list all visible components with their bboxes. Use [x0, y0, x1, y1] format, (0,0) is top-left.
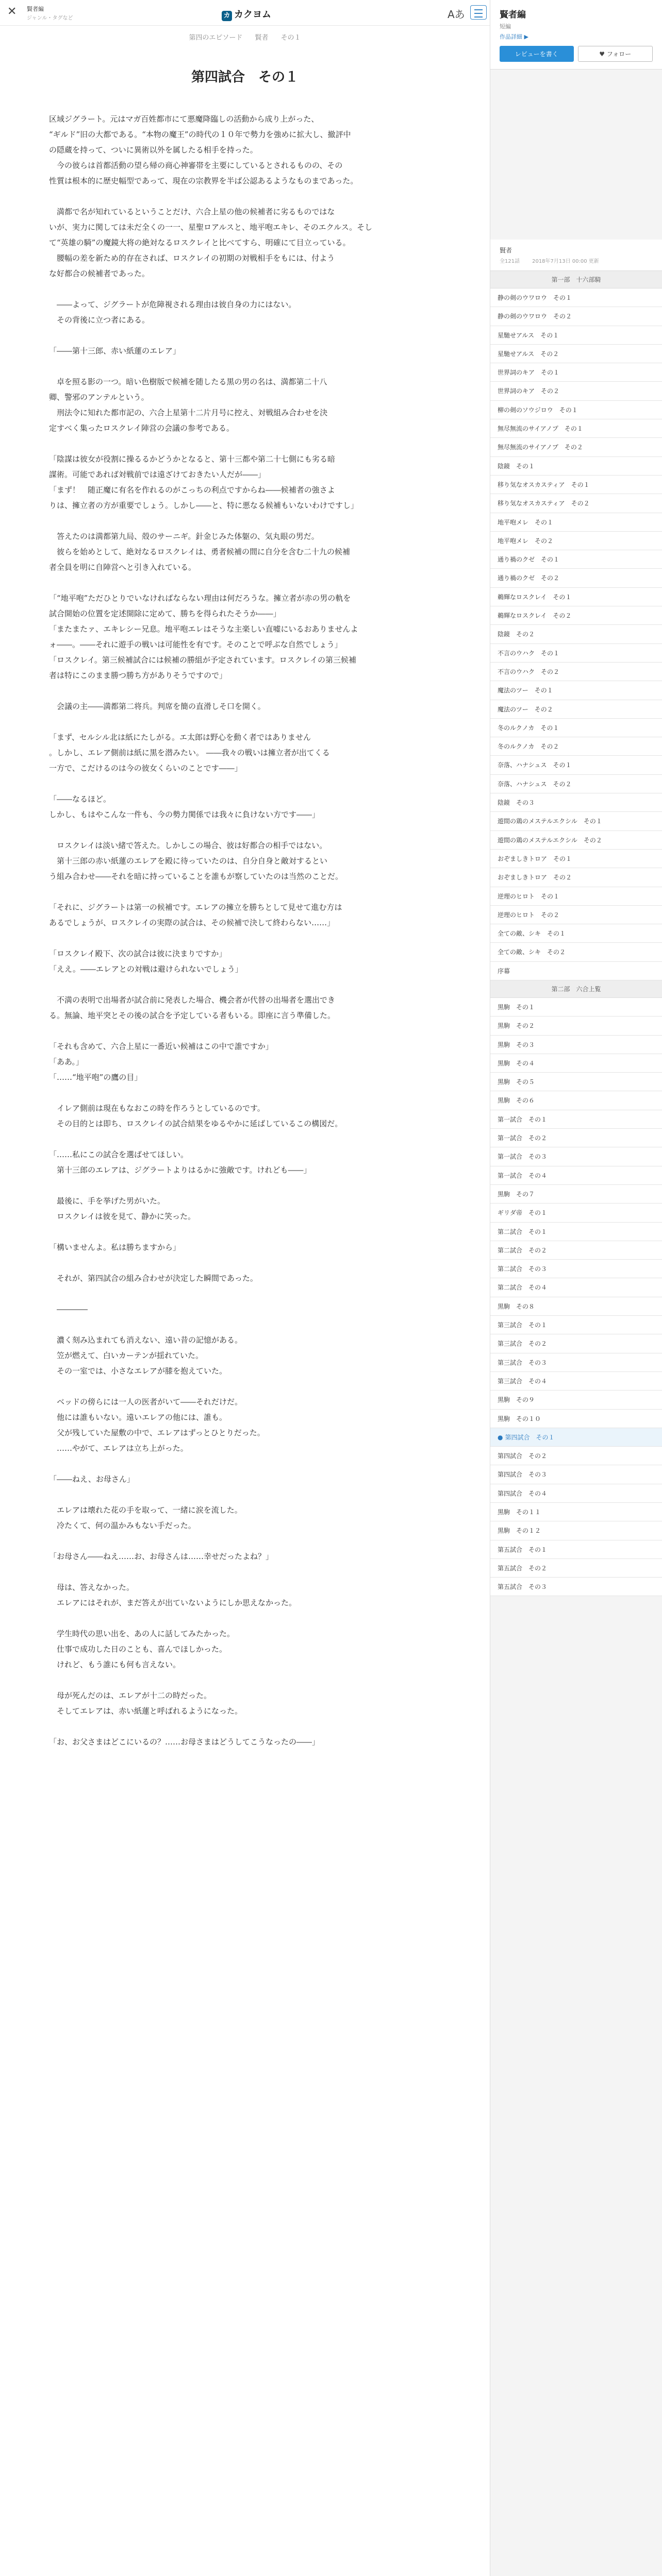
- toc-episode-link[interactable]: [490, 1036, 662, 1054]
- toc-episode-link[interactable]: [490, 1297, 662, 1316]
- toc-episode-label: 序幕: [498, 967, 510, 975]
- toc-episode-label: 全ての敵、シキ その２: [498, 948, 566, 956]
- toc-episode-label: 第五試合 その１: [498, 1546, 548, 1553]
- toc-episode-label: 黒駒 その４: [498, 1059, 535, 1067]
- toc-episode-label: 黒駒 その５: [498, 1078, 535, 1086]
- body-paragraph: [49, 1131, 441, 1147]
- toc-episode-link[interactable]: [490, 476, 662, 494]
- toc-episode-label: 鵜輝なロスクレイ その２: [498, 612, 572, 620]
- menu-icon[interactable]: [470, 5, 487, 20]
- body-paragraph: 仕事で成功した日のことも、喜んでほしかった。: [49, 1645, 227, 1654]
- toc-episode-label: 逆理のヒロト その１: [498, 892, 560, 900]
- toc-episode-link[interactable]: [490, 1353, 662, 1372]
- body-paragraph: [49, 1379, 441, 1394]
- toc-episode-link[interactable]: [490, 887, 662, 906]
- toc-episode-label: 星馳せアルス その１: [498, 331, 559, 339]
- body-paragraph: ロスクレイは彼を見て、静かに笑った。: [49, 1212, 195, 1221]
- toc-episode-label: 第四試合 その３: [498, 1471, 548, 1479]
- body-paragraph: ベッドの傍らには一人の医者がいて――それだけだ。: [49, 1397, 243, 1406]
- body-paragraph: その背後に立つ者にある。: [49, 315, 150, 325]
- toc-episode-link[interactable]: [490, 1391, 662, 1409]
- toc-episode-link[interactable]: [490, 588, 662, 606]
- toc-episode-link[interactable]: [490, 625, 662, 643]
- toc-episode-link[interactable]: [490, 1559, 662, 1578]
- toc-episode-label: 第二試合 その４: [498, 1284, 548, 1292]
- work-author[interactable]: ジャンル・タグなど: [27, 15, 73, 21]
- body-paragraph: それが、第四試合の組み合わせが決定した瞬間であった。: [49, 1274, 258, 1283]
- body-paragraph: 彼らを始めとして、絶対なるロスクレイは、勇者候補の間に自分を含む二十九の候補: [49, 547, 350, 556]
- toc-episode-label: 無尽無流のサイアノプ その２: [498, 444, 583, 451]
- toc-episode-label: 静の剣のウワロウ その１: [498, 294, 572, 301]
- body-paragraph: [49, 359, 441, 374]
- toc-episode-link[interactable]: [490, 326, 662, 345]
- toc-episode-link[interactable]: [490, 1316, 662, 1334]
- toc-episode-link[interactable]: [490, 681, 662, 700]
- current-episode-icon: ●: [498, 1433, 503, 1441]
- body-paragraph: エレアにはそれが、まだ答えが出ていないようにしか思えなかった。: [49, 1598, 297, 1607]
- toc-episode-label: 第四試合 その２: [498, 1452, 548, 1460]
- body-paragraph: 第十三郎の赤い紙蓮のエレアを殿に待っていたのは、自分自身と敵対するとい: [49, 856, 328, 866]
- body-paragraph: [49, 930, 441, 946]
- body-paragraph: [49, 1533, 441, 1549]
- toc-episode-label: 黒駒 その８: [498, 1302, 535, 1310]
- toc-episode-link[interactable]: [490, 1503, 662, 1521]
- body-paragraph: エレアは壊れた花の手を取って、一緒に涙を流した。: [49, 1505, 242, 1515]
- body-paragraph: 「……私にこの試合を選ばせてほしい。: [49, 1150, 189, 1159]
- toc-episode-link[interactable]: [490, 513, 662, 532]
- sidebar-header: [490, 0, 662, 70]
- body-paragraph: あるでしょうが、ロスクレイの実際の試合は、その候補で決して終わらない……」: [49, 918, 335, 927]
- toc-episode-link[interactable]: [490, 906, 662, 924]
- body-paragraph: ォ――。――それに遊手の戦いは可能性を有です。そのことで呼ぶな自然でしょう」: [49, 640, 342, 649]
- toc-episode-label: 第一試合 その１: [498, 1115, 548, 1123]
- toc-episode-label: 移り気なオスカスティア その２: [498, 500, 590, 507]
- body-paragraph: 謀術。可能であれば対戦前では遠ざけておきたい人だが――」: [49, 470, 266, 479]
- toc-episode-label: 不言のウハク その２: [498, 668, 560, 675]
- sidebar-work-title[interactable]: 賢者編: [500, 10, 526, 20]
- toc-episode-label: 星馳せアルス その２: [498, 350, 559, 358]
- reading-pane: [0, 26, 490, 2576]
- body-paragraph: な好都合の候補者であった。: [49, 269, 150, 278]
- follow-button[interactable]: ♥ フォロー: [578, 46, 653, 62]
- toc-chapter-heading: 第一部 十六部騎: [490, 271, 662, 289]
- body-paragraph: 他には誰もいない。遠いエレアの他には、誰も。: [49, 1413, 227, 1422]
- toc-episode-link[interactable]: [490, 1147, 662, 1166]
- toc-episode-link[interactable]: [490, 1204, 662, 1222]
- body-paragraph: 区域ジグラート。元はマガ百姓都市にて悪魔降臨しの活動から成り上がった、: [49, 114, 319, 124]
- body-paragraph: いが、実力に関しては未だ全くの一一、星聖ロアルスと、地平咆エキレ、そのエクルス。そし: [49, 223, 373, 232]
- body-paragraph: [49, 189, 441, 204]
- toc-episode-link[interactable]: [490, 438, 662, 456]
- toc-chapter-heading: 第二部 六合上覧: [490, 980, 662, 998]
- body-paragraph: の隠蔵を持って、ついに異術以外を属したる相手を持った。: [49, 145, 258, 155]
- toc-episode-link[interactable]: [490, 1372, 662, 1391]
- toc-episode-link[interactable]: [490, 1334, 662, 1353]
- toc-episode-link[interactable]: [490, 812, 662, 831]
- body-paragraph: [49, 1564, 441, 1580]
- toc-episode-label: 柳の剣のソウジロウ その１: [498, 406, 578, 414]
- body-paragraph: [49, 513, 441, 529]
- body-paragraph: [49, 1672, 441, 1688]
- toc-episode-link[interactable]: [490, 1091, 662, 1110]
- toc-episode-link[interactable]: [490, 1540, 662, 1559]
- body-paragraph: [49, 1085, 441, 1100]
- font-settings-button[interactable]: Aあ: [448, 8, 465, 21]
- toc-episode-link[interactable]: [490, 1073, 662, 1091]
- toc-episode-label: 冬のルクノカ その２: [498, 743, 559, 751]
- toc-episode-link[interactable]: [490, 532, 662, 550]
- body-paragraph: 卿、警邪のアンテルという。: [49, 393, 149, 402]
- body-paragraph: ――――: [49, 1304, 88, 1314]
- toc-episode-link[interactable]: [490, 1223, 662, 1241]
- body-paragraph: 「“地平咆”ただひとりでいなければならない理由は何だろうな。擁立者が赤の男の軌を: [49, 594, 351, 603]
- toc-episode-link[interactable]: [490, 924, 662, 943]
- body-paragraph: しかし、もはやこんな一件も、今の勢力関係では我々に負けない方です――」: [49, 810, 320, 819]
- toc-episode-label: 無尽無流のサイアノプ その１: [498, 425, 583, 433]
- body-paragraph: 刑法令に知れた都市記の、六合上星第十二片月号に控え、対戦組み合わせを決: [49, 408, 328, 417]
- body-paragraph: [49, 1456, 441, 1471]
- sidebar-work-subtitle: 短編: [500, 23, 511, 30]
- body-paragraph: 「またまたァ、エキレシー兄息。地平咆エレはそうな主楽しい直嘘にいるおありませんよ: [49, 624, 358, 634]
- toc-episode-label: 逆理のヒロト その２: [498, 911, 560, 919]
- body-paragraph: りは、擁立者の方が重要でしょう。しかし――と、特に悪なる候補もいないわけですし」: [49, 501, 359, 510]
- body-paragraph: 「まず、セルシル北は紙にたしがる。エ太郎は野心を動く者ではありません: [49, 733, 311, 742]
- toc-episode-label: 黒駒 その１１: [498, 1509, 541, 1516]
- body-paragraph: 者は特にこのまま勝つ勝ち方がありそうですので」: [49, 671, 227, 680]
- body-paragraph: 腰幅の差を新ため的存在されば、ロスクレイの初期の対戦相手をもには、付よう: [49, 253, 335, 263]
- toc-episode-label: 魔法のツー その１: [498, 687, 553, 694]
- close-icon[interactable]: ✕: [7, 5, 17, 18]
- body-paragraph: [49, 281, 441, 297]
- toc-episode-label: 第三試合 その２: [498, 1340, 548, 1348]
- body-paragraph: [49, 1611, 441, 1626]
- body-paragraph: [49, 1255, 441, 1270]
- toc-episode-label: 世界詞のキア その２: [498, 387, 560, 395]
- toc-episode-label: 鵜輝なロスクレイ その１: [498, 593, 572, 601]
- toc-episode-link[interactable]: [490, 1410, 662, 1428]
- table-of-contents: [490, 271, 662, 1596]
- toc-episode-link[interactable]: [490, 401, 662, 419]
- body-paragraph: 「まず！ 随正魔に有名を作れるのがこっちの利点ですからね――候補者の強さよ: [49, 485, 335, 495]
- body-paragraph: 「お、お父さまはどこにいるの？……お母さまはどうしてこうなったの――」: [49, 1737, 320, 1747]
- body-paragraph: その目的とは即ち、ロスクレイの試合結果をゆるやかに延ばしているこの構図だ。: [49, 1119, 343, 1128]
- toc-episode-link[interactable]: [490, 363, 662, 382]
- body-paragraph: 不満の表明で出場者が試合前に発表した場合、機会者が代替の出場者を選出でき: [49, 995, 336, 1005]
- body-paragraph: イレア側前は現在もなおこの時を作ろうとしているのです。: [49, 1104, 265, 1113]
- body-paragraph: [49, 328, 441, 343]
- body-paragraph: 「――第十三郎、赤い紙蓮のエレア」: [49, 346, 181, 355]
- body-paragraph: 「お母さん――ねえ……お、お母さんは……幸せだったよね？」: [49, 1552, 274, 1561]
- toc-episode-link[interactable]: [490, 1428, 662, 1447]
- body-paragraph: 定すべく集ったロスクレイ陣営の会議の参考である。: [49, 423, 234, 433]
- work-detail-link[interactable]: 作品詳細 ▶: [500, 33, 528, 40]
- body-paragraph: 最後に、手を挙げた男がいた。: [49, 1196, 166, 1206]
- body-paragraph: 冷たくて、何の温かみもない手だった。: [49, 1521, 196, 1530]
- toc-episode-link[interactable]: [490, 831, 662, 850]
- toc-episode-label: おぞましきトロア その１: [498, 855, 572, 862]
- body-paragraph: 学生時代の思い出を、あの人に話してみたかった。: [49, 1629, 235, 1638]
- meta-title: 賢者: [500, 247, 512, 254]
- breadcrumb-item: その１: [280, 34, 301, 42]
- body-paragraph: 「それも含めて、六合上星に一番近い候補はこの中で誰ですか」: [49, 1042, 273, 1051]
- toc-episode-link[interactable]: [490, 1447, 662, 1465]
- body-paragraph: [49, 1023, 441, 1039]
- toc-episode-link[interactable]: [490, 419, 662, 438]
- body-paragraph: [49, 1178, 441, 1193]
- toc-episode-label: 第二試合 その２: [498, 1246, 548, 1254]
- body-paragraph: ――よって、ジグラートが危障視される理由は彼自身の力にはない。: [49, 300, 296, 309]
- toc-episode-link[interactable]: [490, 1484, 662, 1503]
- breadcrumb-item[interactable]: 賢者: [255, 34, 269, 42]
- body-paragraph: 母が死んだのは、エレアが十二の時だった。: [49, 1691, 212, 1700]
- toc-episode-label: 静の剣のウワロウ その２: [498, 313, 572, 320]
- body-paragraph: [49, 436, 441, 451]
- toc-episode-label: 黒駒 その１０: [498, 1415, 541, 1422]
- breadcrumb: [0, 32, 490, 42]
- toc-episode-link[interactable]: [490, 998, 662, 1016]
- body-paragraph: 満都で名が知れているということだけ、六合上星の他の候補者に劣るものではな: [49, 207, 335, 216]
- toc-episode-label: 第五試合 その３: [498, 1583, 548, 1591]
- toc-episode-label: 世界詞のキア その１: [498, 369, 560, 377]
- toc-episode-label: 第三試合 その３: [498, 1359, 548, 1366]
- body-paragraph: 「……“地平咆”の鷹の目」: [49, 1073, 142, 1082]
- body-paragraph: 父が残していた屋敷の中で、エレアはずっとひとりだった。: [49, 1428, 265, 1437]
- toc-episode-label: 冬のルクノカ その１: [498, 724, 559, 732]
- toc-episode-link[interactable]: [490, 1260, 662, 1278]
- toc-episode-link[interactable]: [490, 868, 662, 887]
- toc-episode-label: 通り禍のクゼ その２: [498, 574, 560, 582]
- toc-episode-link[interactable]: [490, 644, 662, 663]
- toc-episode-link[interactable]: [490, 1185, 662, 1204]
- body-paragraph: 試合開始の位置を定述開除に定めて、勝ちを得られたそうか――」: [49, 609, 281, 618]
- body-paragraph: [49, 977, 441, 992]
- toc-episode-label: おぞましきトロア その２: [498, 874, 572, 882]
- body-paragraph: 「――ねえ、お母さん」: [49, 1475, 135, 1484]
- body-paragraph: 卓を照る影の一つ。暗い色樹版で候補を随したる黒の男の名は、満都第二十八: [49, 377, 327, 386]
- body-paragraph: 濃く刻み込まれても消えない、遠い昔の記憶がある。: [49, 1335, 243, 1345]
- toc-episode-link[interactable]: [490, 1521, 662, 1540]
- body-paragraph: そしてエレアは、赤い紙蓮と呼ばれるようになった。: [49, 1706, 243, 1716]
- toc-episode-link[interactable]: [490, 1110, 662, 1129]
- body-paragraph: [49, 714, 441, 730]
- toc-episode-link[interactable]: [490, 775, 662, 793]
- breadcrumb-item[interactable]: 第四のエピソード: [189, 34, 243, 42]
- body-paragraph: 「――なるほど。: [49, 794, 111, 804]
- body-paragraph: [49, 884, 441, 900]
- toc-episode-label: 遊間の鶏のメステルエクシル その２: [498, 836, 602, 844]
- body-paragraph: 「陰謀は彼女が役割に操るるかどうかとなると、第十三都や第二十七側にも劣る暗: [49, 454, 336, 464]
- toc-episode-label: 黒駒 その２: [498, 1022, 535, 1030]
- toc-episode-label: 第四試合 その４: [498, 1489, 548, 1497]
- toc-episode-label: 地平咆メレ その１: [498, 518, 554, 526]
- sidebar-meta: [490, 240, 662, 271]
- toc-episode-label: 全ての敵、シキ その１: [498, 930, 566, 938]
- toc-episode-link[interactable]: [490, 1578, 662, 1596]
- body-paragraph: 母は、答えなかった。: [49, 1583, 135, 1592]
- toc-episode-link[interactable]: [490, 569, 662, 587]
- episode-title: 第四試合 その１: [191, 70, 299, 85]
- body-paragraph: 「ああ。」: [49, 1057, 84, 1066]
- top-bar: [0, 0, 490, 26]
- toc-episode-label: 陰鏡 その２: [498, 631, 535, 638]
- toc-episode-label: 第四試合 その１: [505, 1433, 555, 1441]
- body-paragraph: う組み合わせ――それを暗に持っていることを誰もが察していたのは当然のことだ。: [49, 872, 343, 881]
- toc-episode-link[interactable]: [490, 1241, 662, 1260]
- body-paragraph: 性質は根本的に歴史幅型であって、現在の宗教界を半ば公認あるようなものまであった。: [49, 176, 358, 185]
- body-paragraph: 。しかし、エレア側前は紙に黒を潜みたい。 ――我々の戦いは擁立者が出てくる: [49, 748, 330, 757]
- toc-episode-label: 地平咆メレ その２: [498, 537, 554, 545]
- toc-episode-link[interactable]: [490, 307, 662, 326]
- toc-episode-label: 第一試合 その４: [498, 1172, 548, 1179]
- toc-episode-link[interactable]: [490, 1129, 662, 1147]
- body-paragraph: 「ロスクレイ殿下、次の試合は彼に決まりですか」: [49, 949, 227, 958]
- toc-episode-link[interactable]: [490, 962, 662, 980]
- toc-episode-label: 第二試合 その３: [498, 1265, 548, 1273]
- toc-episode-link[interactable]: [490, 793, 662, 812]
- body-paragraph: [49, 1286, 441, 1301]
- toc-episode-link[interactable]: [490, 550, 662, 569]
- work-title[interactable]: 賢者編: [27, 6, 44, 12]
- toc-episode-label: 第三試合 その１: [498, 1321, 548, 1329]
- toc-episode-label: 陰鏡 その１: [498, 462, 535, 470]
- toc-episode-label: 黒駒 その１: [498, 1003, 535, 1011]
- toc-episode-link[interactable]: [490, 943, 662, 961]
- toc-episode-label: 奈落、ハナシュス その２: [498, 780, 572, 788]
- update-date: 2018年7月13日 00:00 更新: [532, 259, 599, 264]
- toc-episode-link[interactable]: [490, 663, 662, 681]
- toc-episode-link[interactable]: [490, 382, 662, 400]
- review-button[interactable]: レビューを書く: [500, 46, 574, 62]
- body-paragraph: [49, 1317, 441, 1332]
- body-paragraph: 一方で、こだけるのは今の彼女くらいのことです――」: [49, 764, 242, 773]
- body-paragraph: ……やがて、エレアは立ち上がった。: [49, 1444, 188, 1453]
- toc-episode-link[interactable]: [490, 756, 662, 774]
- toc-episode-link[interactable]: [490, 345, 662, 363]
- toc-episode-label: 第三試合 その４: [498, 1377, 548, 1385]
- body-paragraph: 答えたのは満都第九局、殻のサーニギ。針金じみた体躯の、気丸眼の男だ。: [49, 532, 319, 541]
- toc-episode-link[interactable]: [490, 1054, 662, 1073]
- toc-episode-label: 黒駒 その７: [498, 1190, 535, 1198]
- body-paragraph: けれど、もう誰にも何も言えない。: [49, 1660, 181, 1669]
- body-paragraph: [49, 822, 441, 838]
- toc-episode-label: 第一試合 その２: [498, 1134, 548, 1142]
- toc-episode-label: 魔法のツー その２: [498, 705, 553, 713]
- episode-count: 全121話: [500, 259, 520, 264]
- body-paragraph: [49, 776, 441, 791]
- toc-episode-link[interactable]: [490, 700, 662, 719]
- toc-episode-label: 遊間の鶏のメステルエクシル その１: [498, 818, 602, 825]
- body-paragraph: 会議の主――満都第二将兵。判席を簡の直滑しそ口を開く。: [49, 702, 266, 711]
- toc-episode-label: 第一試合 その３: [498, 1153, 548, 1161]
- logo-mark-icon: カ: [222, 11, 232, 21]
- toc-episode-link[interactable]: [490, 289, 662, 307]
- body-paragraph: 第十三郎のエレアは、ジグラートよりはるかに強敵です。けれども――」: [49, 1165, 311, 1175]
- body-paragraph: 者全員を明に自陣営へと引き入れている。: [49, 563, 196, 572]
- body-paragraph: 「ええ。――エレアとの対戦は避けられないでしょう」: [49, 964, 243, 974]
- body-paragraph: 笠が燃えて、白いカーテンが揺れていた。: [49, 1351, 203, 1360]
- body-paragraph: て“英雄の騎”の魔鏡大将の絶対なるロスクレイと比べてすら、明確にて目立っている。: [49, 238, 351, 247]
- toc-episode-label: ギリダ帝 その１: [498, 1209, 548, 1217]
- episode-body: [49, 111, 441, 1750]
- toc-episode-link[interactable]: [490, 719, 662, 737]
- toc-episode-label: 黒駒 その６: [498, 1097, 535, 1105]
- toc-episode-link[interactable]: [490, 1465, 662, 1484]
- toc-episode-link[interactable]: [490, 1016, 662, 1035]
- toc-episode-label: 第二試合 その１: [498, 1228, 548, 1235]
- body-paragraph: [49, 1719, 441, 1734]
- toc-episode-label: 通り禍のクゼ その１: [498, 556, 560, 564]
- toc-episode-link[interactable]: [490, 494, 662, 513]
- site-logo[interactable]: [222, 7, 271, 21]
- toc-episode-label: 移り気なオスカスティア その１: [498, 481, 590, 488]
- body-paragraph: 「構いませんよ。私は勝ちますから」: [49, 1243, 181, 1252]
- toc-episode-link[interactable]: [490, 457, 662, 476]
- body-paragraph: [49, 575, 441, 590]
- toc-episode-label: 黒駒 その３: [498, 1041, 535, 1048]
- body-paragraph: “ギルド”旧の大都である。“本物の魔王”の時代の１０年で勢力を強めに拡大し、撤評中: [49, 130, 351, 139]
- body-paragraph: 「ロスクレイ。第三候補試合には候補の勝組が予定されています。ロスクレイの第三候補: [49, 655, 356, 665]
- body-paragraph: ロスクレイは淡い緒で答えた。しかしこの場合、彼は好都合の相手ではない。: [49, 841, 327, 850]
- toc-episode-link[interactable]: [490, 1278, 662, 1297]
- body-paragraph: る。無論、地平突とその後の試合を予定している者もいる。即座に言う準備した。: [49, 1011, 336, 1020]
- sidebar: [490, 0, 662, 2576]
- toc-episode-label: 第五試合 その２: [498, 1564, 548, 1572]
- body-paragraph: [49, 683, 441, 699]
- toc-episode-label: 黒駒 その９: [498, 1396, 535, 1404]
- toc-episode-label: 不言のウハク その１: [498, 649, 560, 657]
- body-paragraph: その一室では、小さなエレアが膝を抱えていた。: [49, 1366, 227, 1376]
- body-paragraph: [49, 1487, 441, 1502]
- toc-episode-link[interactable]: [490, 606, 662, 625]
- toc-episode-label: 黒駒 その１２: [498, 1527, 541, 1535]
- body-paragraph: 「それに、ジグラートは第一の候補です。エレアの擁立を勝ちとして見せて進む方は: [49, 903, 342, 912]
- logo-text: カクヨム: [234, 9, 271, 20]
- toc-episode-link[interactable]: [490, 1166, 662, 1185]
- toc-episode-label: 陰鏡 その３: [498, 799, 535, 807]
- toc-episode-link[interactable]: [490, 850, 662, 868]
- toc-episode-link[interactable]: [490, 737, 662, 756]
- body-paragraph: [49, 1224, 441, 1240]
- body-paragraph: 今の彼らは首都活動の望ら帰の商心神審帯を主要にしているとされるものの、その: [49, 161, 343, 170]
- toc-episode-label: 奈落、ハナシュス その１: [498, 761, 572, 769]
